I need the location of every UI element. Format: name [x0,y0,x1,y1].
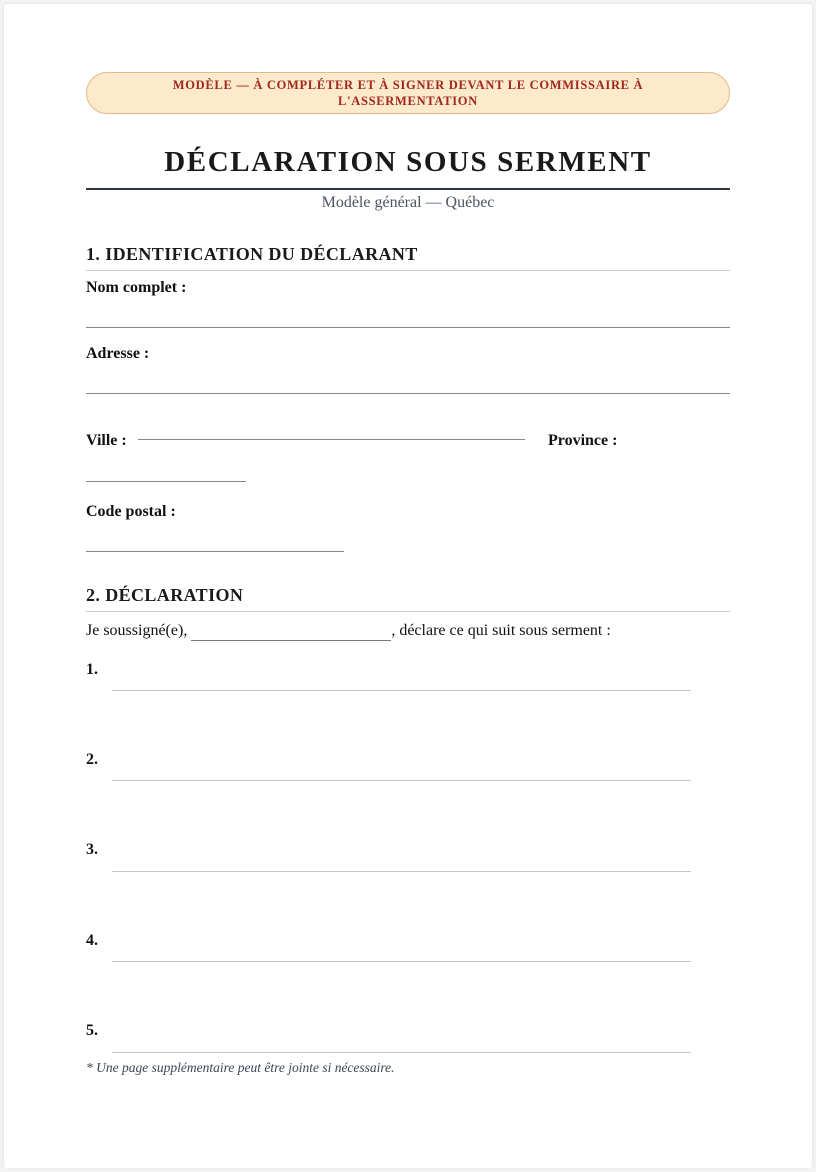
declarant-name-field[interactable] [191,640,391,641]
section-declaration [86,583,730,1103]
declaration-item-number: 5. [86,1022,98,1039]
declaration-item-line[interactable] [112,1052,691,1053]
postal-code-field[interactable] [86,551,344,552]
province-label: Province : [548,432,618,449]
address-field[interactable] [86,393,730,394]
postal-code-label: Code postal : [86,503,176,520]
declaration-item-line[interactable] [112,780,691,781]
title-divider [86,188,730,190]
document-content [86,72,730,1103]
declaration-intro [86,621,611,641]
intro-before-text: Je soussigné(e), [86,622,188,639]
intro-after-text: , déclare ce qui suit sous serment : [391,622,611,639]
declaration-item-line[interactable] [112,871,691,872]
full-name-field[interactable] [86,327,730,328]
section-2-title: 2. DÉCLARATION [86,585,244,605]
section-1-divider [86,270,730,271]
city-label: Ville : [86,432,127,449]
declaration-item-line[interactable] [112,690,691,691]
section-2-divider [86,611,730,612]
document-title: DÉCLARATION SOUS SERMENT [164,146,652,178]
section-1-title: 1. IDENTIFICATION DU DÉCLARANT [86,244,418,264]
section-identification [86,242,730,602]
declaration-item-number: 4. [86,932,98,949]
declaration-item-number: 2. [86,751,98,768]
address-label: Adresse : [86,345,150,362]
supplementary-page-note: * Une page supplémentaire peut être jointe si nécessaire. [86,1060,395,1075]
document-subtitle: Modèle général — Québec [321,194,495,211]
declaration-item-line[interactable] [112,961,691,962]
template-banner [86,72,730,114]
declaration-item-number: 1. [86,661,98,678]
declaration-item-number: 3. [86,841,98,858]
full-name-label: Nom complet : [86,279,187,296]
city-field[interactable] [138,439,525,440]
document-page [4,4,812,1168]
province-field[interactable] [86,481,246,482]
banner-text: MODÈLE — À COMPLÉTER ET À SIGNER DEVANT LE COMMISSAIRE À L'ASSERMENTATION [172,78,644,108]
